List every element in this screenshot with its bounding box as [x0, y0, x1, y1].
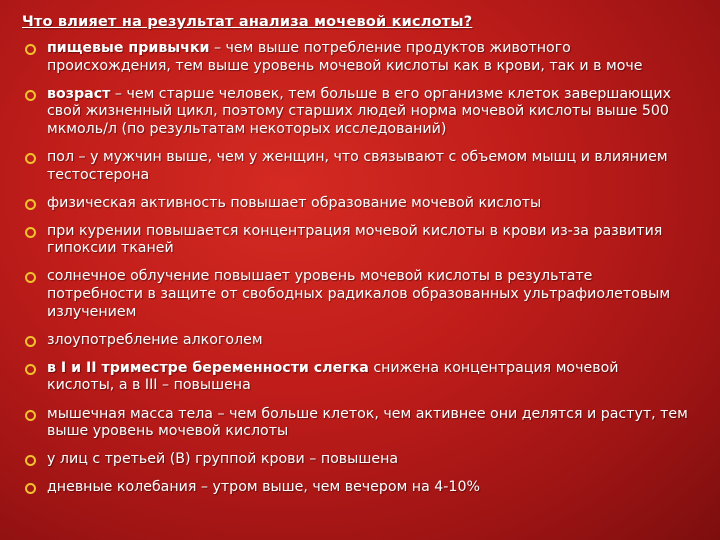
list-item: [22, 223, 690, 258]
item-text: солнечное облучение повышает уровень мочевой кислоты в результате потребности в защите от свободных радикалов образованных ультрафиолетовым излучением: [47, 268, 671, 320]
bullet-ring-icon: [25, 227, 36, 238]
bullet-ring-icon: [25, 199, 36, 210]
list-item: [22, 360, 690, 395]
item-text: мышечная масса тела – чем больше клеток, чем активнее они делятся и растут, тем выше уровень мочевой кислоты: [47, 405, 688, 440]
list-item: [22, 268, 690, 321]
list-item: [22, 479, 690, 497]
item-text: физическая активность повышает образование мочевой кислоты: [47, 194, 542, 211]
item-bold-text: в I и II триместре беременности слегка: [47, 359, 369, 376]
bullet-ring-icon: [25, 272, 36, 283]
bullet-ring-icon: [25, 153, 36, 164]
list-item: [22, 149, 690, 184]
list-item: [22, 451, 690, 469]
slide-title: Что влияет на результат анализа мочевой кислоты?: [22, 14, 473, 30]
bullet-ring-icon: [25, 410, 36, 421]
item-text: при курении повышается концентрация мочевой кислоты в крови из-за развития гипоксии тканей: [47, 222, 663, 257]
bullet-ring-icon: [25, 90, 36, 101]
item-bold-text: пищевые привычки: [47, 40, 210, 56]
list-item: [22, 406, 690, 441]
list-item: [22, 332, 690, 350]
bullet-list: [22, 40, 690, 497]
list-item: [22, 40, 690, 75]
list-item: [22, 195, 690, 213]
bullet-ring-icon: [25, 336, 36, 347]
item-text: дневные колебания – утром выше, чем вечером на 4-10%: [47, 479, 480, 496]
item-text: злоупотребление алкоголем: [47, 331, 263, 348]
list-item: [22, 86, 690, 139]
bullet-ring-icon: [25, 483, 36, 494]
bullet-ring-icon: [25, 44, 36, 55]
item-text: – чем выше потребление продуктов животного происхождения, тем выше уровень мочевой кислоты как в крови, так и в моче: [47, 40, 643, 74]
bullet-ring-icon: [25, 455, 36, 466]
item-text: снижена концентрация мочевой кислоты, а в III – повышена: [47, 359, 619, 394]
item-bold-text: возраст: [47, 85, 111, 102]
item-text: – чем старше человек, тем больше в его организме клеток завершающих свой жизненный цикл, поэтому старших людей норма мочевой кислоты выше 500 мкмоль/л (по результатам некоторых исследований): [47, 85, 671, 137]
item-text: у лиц с третьей (B) группой крови – повышена: [47, 451, 399, 468]
bullet-ring-icon: [25, 364, 36, 375]
item-text: пол – у мужчин выше, чем у женщин, что связывают с объемом мышц и влиянием тестостерона: [47, 148, 668, 183]
